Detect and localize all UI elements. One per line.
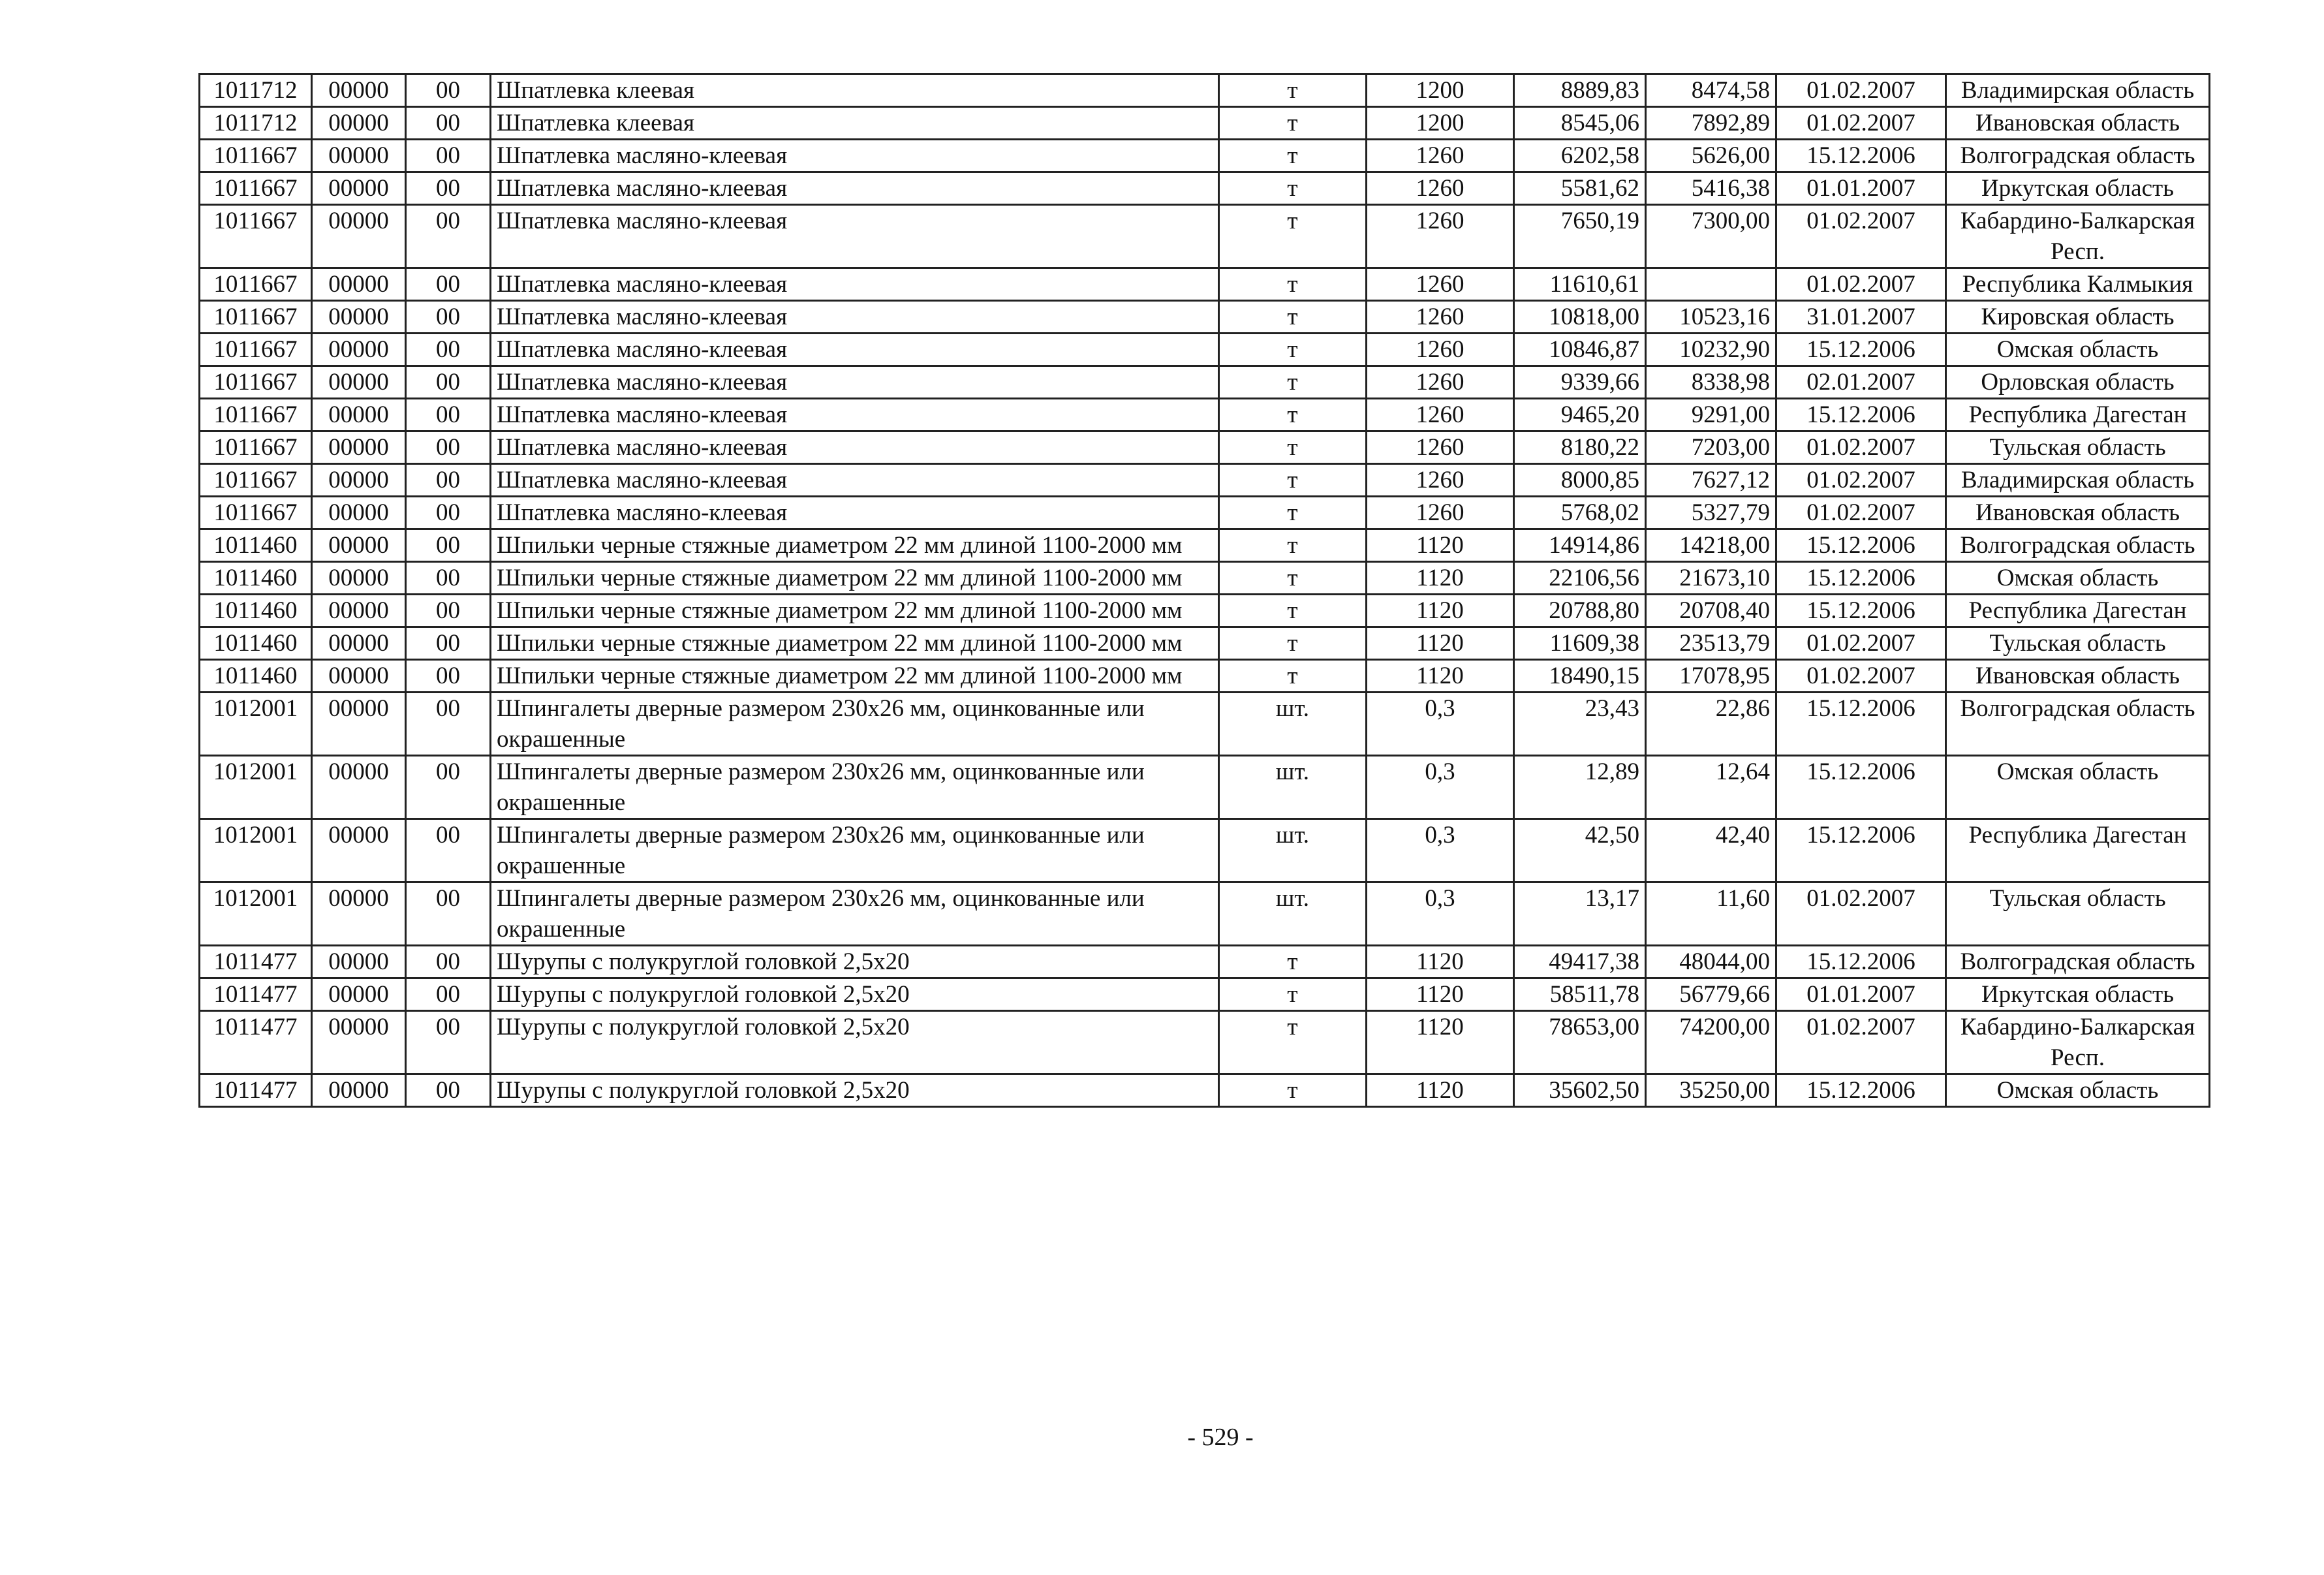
cell-subcode: 00000	[312, 1074, 406, 1107]
cell-date: 01.02.2007	[1776, 74, 1946, 107]
table-row	[200, 497, 2210, 529]
cell-material-name: Шпатлевка масляно-клеевая	[491, 497, 1219, 529]
cell-material-name: Шпингалеты дверные размером 230х26 мм, оцинкованные или окрашенные	[491, 693, 1219, 756]
cell-price-1: 8000,85	[1514, 464, 1646, 497]
cell-unit: т	[1219, 946, 1367, 978]
cell-material-name: Шурупы с полукруглой головкой 2,5х20	[491, 946, 1219, 978]
cell-date: 15.12.2006	[1776, 946, 1946, 978]
cell-subcode: 00000	[312, 334, 406, 366]
cell-date: 01.02.2007	[1776, 660, 1946, 693]
cell-subcode: 00000	[312, 660, 406, 693]
cell-norm: 1260	[1367, 497, 1514, 529]
cell-price-1: 13,17	[1514, 882, 1646, 946]
cell-subcode: 00000	[312, 301, 406, 334]
cell-norm: 1260	[1367, 431, 1514, 464]
cell-code: 1011460	[200, 529, 312, 562]
cell-region: Ивановская область	[1946, 660, 2210, 693]
cell-norm: 1120	[1367, 529, 1514, 562]
cell-price-2: 8338,98	[1646, 366, 1776, 399]
cell-price-1: 20788,80	[1514, 595, 1646, 627]
cell-price-1: 10846,87	[1514, 334, 1646, 366]
cell-price-1: 6202,58	[1514, 140, 1646, 172]
cell-group: 00	[406, 334, 491, 366]
table-row	[200, 1011, 2210, 1074]
table-row	[200, 1074, 2210, 1107]
cell-region: Омская область	[1946, 562, 2210, 595]
cell-price-2: 56779,66	[1646, 978, 1776, 1011]
cell-unit: т	[1219, 497, 1367, 529]
cell-code: 1011667	[200, 140, 312, 172]
cell-price-2: 17078,95	[1646, 660, 1776, 693]
cell-material-name: Шпатлевка масляно-клеевая	[491, 172, 1219, 205]
cell-price-2: 8474,58	[1646, 74, 1776, 107]
cell-code: 1012001	[200, 693, 312, 756]
cell-code: 1011667	[200, 301, 312, 334]
cell-date: 15.12.2006	[1776, 1074, 1946, 1107]
cell-group: 00	[406, 756, 491, 819]
cell-unit: т	[1219, 140, 1367, 172]
cell-price-2: 14218,00	[1646, 529, 1776, 562]
cell-group: 00	[406, 107, 491, 140]
cell-code: 1011667	[200, 268, 312, 301]
cell-material-name: Шпатлевка масляно-клеевая	[491, 140, 1219, 172]
cell-price-1: 42,50	[1514, 819, 1646, 882]
cell-group: 00	[406, 1074, 491, 1107]
cell-region: Кировская область	[1946, 301, 2210, 334]
cell-date: 15.12.2006	[1776, 693, 1946, 756]
cell-region: Волгоградская область	[1946, 140, 2210, 172]
cell-price-2: 11,60	[1646, 882, 1776, 946]
cell-code: 1012001	[200, 819, 312, 882]
cell-material-name: Шпингалеты дверные размером 230х26 мм, оцинкованные или окрашенные	[491, 882, 1219, 946]
cell-material-name: Шпатлевка масляно-клеевая	[491, 464, 1219, 497]
cell-subcode: 00000	[312, 882, 406, 946]
cell-price-1: 10818,00	[1514, 301, 1646, 334]
table-row	[200, 140, 2210, 172]
cell-unit: т	[1219, 978, 1367, 1011]
cell-date: 01.02.2007	[1776, 107, 1946, 140]
cell-subcode: 00000	[312, 946, 406, 978]
cell-price-2	[1646, 268, 1776, 301]
cell-unit: т	[1219, 595, 1367, 627]
table-row	[200, 946, 2210, 978]
cell-unit: шт.	[1219, 819, 1367, 882]
cell-subcode: 00000	[312, 1011, 406, 1074]
cell-norm: 1260	[1367, 140, 1514, 172]
cell-code: 1011477	[200, 1011, 312, 1074]
cell-subcode: 00000	[312, 172, 406, 205]
table-row	[200, 529, 2210, 562]
cell-price-2: 7627,12	[1646, 464, 1776, 497]
cell-region: Республика Дагестан	[1946, 399, 2210, 431]
cell-unit: т	[1219, 366, 1367, 399]
cell-unit: т	[1219, 660, 1367, 693]
cell-price-1: 9339,66	[1514, 366, 1646, 399]
cell-date: 01.01.2007	[1776, 978, 1946, 1011]
cell-subcode: 00000	[312, 366, 406, 399]
cell-group: 00	[406, 497, 491, 529]
cell-region: Орловская область	[1946, 366, 2210, 399]
table-row	[200, 107, 2210, 140]
cell-material-name: Шпатлевка масляно-клеевая	[491, 334, 1219, 366]
cell-norm: 1200	[1367, 74, 1514, 107]
cell-norm: 0,3	[1367, 756, 1514, 819]
cell-group: 00	[406, 660, 491, 693]
cell-code: 1011712	[200, 74, 312, 107]
cell-unit: т	[1219, 301, 1367, 334]
cell-group: 00	[406, 693, 491, 756]
cell-group: 00	[406, 205, 491, 268]
cell-price-1: 18490,15	[1514, 660, 1646, 693]
cell-price-2: 20708,40	[1646, 595, 1776, 627]
cell-code: 1011667	[200, 172, 312, 205]
cell-date: 31.01.2007	[1776, 301, 1946, 334]
cell-code: 1012001	[200, 882, 312, 946]
cell-group: 00	[406, 140, 491, 172]
cell-date: 15.12.2006	[1776, 140, 1946, 172]
table-row	[200, 334, 2210, 366]
table-row	[200, 978, 2210, 1011]
table-row	[200, 366, 2210, 399]
cell-norm: 1120	[1367, 660, 1514, 693]
cell-material-name: Шпатлевка масляно-клеевая	[491, 399, 1219, 431]
cell-region: Тульская область	[1946, 882, 2210, 946]
price-table	[198, 73, 2210, 1108]
cell-subcode: 00000	[312, 627, 406, 660]
cell-unit: т	[1219, 399, 1367, 431]
cell-region: Волгоградская область	[1946, 946, 2210, 978]
cell-norm: 1120	[1367, 1011, 1514, 1074]
cell-material-name: Шпильки черные стяжные диаметром 22 мм длиной 1100-2000 мм	[491, 595, 1219, 627]
cell-price-1: 8180,22	[1514, 431, 1646, 464]
cell-price-2: 21673,10	[1646, 562, 1776, 595]
table-row	[200, 819, 2210, 882]
cell-subcode: 00000	[312, 819, 406, 882]
cell-material-name: Шпингалеты дверные размером 230х26 мм, оцинкованные или окрашенные	[491, 756, 1219, 819]
cell-subcode: 00000	[312, 497, 406, 529]
cell-region: Иркутская область	[1946, 978, 2210, 1011]
cell-subcode: 00000	[312, 756, 406, 819]
cell-price-2: 5626,00	[1646, 140, 1776, 172]
cell-unit: т	[1219, 334, 1367, 366]
cell-subcode: 00000	[312, 693, 406, 756]
cell-region: Ивановская область	[1946, 107, 2210, 140]
cell-date: 01.02.2007	[1776, 464, 1946, 497]
cell-group: 00	[406, 946, 491, 978]
table-row	[200, 172, 2210, 205]
cell-price-2: 9291,00	[1646, 399, 1776, 431]
cell-price-2: 74200,00	[1646, 1011, 1776, 1074]
cell-price-2: 10523,16	[1646, 301, 1776, 334]
cell-subcode: 00000	[312, 595, 406, 627]
cell-unit: т	[1219, 431, 1367, 464]
cell-price-2: 5327,79	[1646, 497, 1776, 529]
cell-date: 15.12.2006	[1776, 819, 1946, 882]
cell-material-name: Шпатлевка масляно-клеевая	[491, 268, 1219, 301]
cell-price-2: 12,64	[1646, 756, 1776, 819]
cell-code: 1011712	[200, 107, 312, 140]
cell-subcode: 00000	[312, 205, 406, 268]
cell-subcode: 00000	[312, 978, 406, 1011]
table-row	[200, 268, 2210, 301]
cell-norm: 1260	[1367, 366, 1514, 399]
cell-norm: 1200	[1367, 107, 1514, 140]
cell-subcode: 00000	[312, 464, 406, 497]
cell-material-name: Шурупы с полукруглой головкой 2,5х20	[491, 1074, 1219, 1107]
cell-price-1: 11610,61	[1514, 268, 1646, 301]
cell-group: 00	[406, 366, 491, 399]
cell-norm: 1260	[1367, 268, 1514, 301]
cell-material-name: Шпильки черные стяжные диаметром 22 мм длиной 1100-2000 мм	[491, 660, 1219, 693]
cell-norm: 1260	[1367, 172, 1514, 205]
cell-norm: 1260	[1367, 399, 1514, 431]
table-row	[200, 399, 2210, 431]
cell-date: 01.02.2007	[1776, 882, 1946, 946]
cell-date: 01.02.2007	[1776, 431, 1946, 464]
cell-region: Владимирская область	[1946, 74, 2210, 107]
cell-material-name: Шурупы с полукруглой головкой 2,5х20	[491, 1011, 1219, 1074]
cell-price-1: 12,89	[1514, 756, 1646, 819]
cell-price-1: 49417,38	[1514, 946, 1646, 978]
cell-unit: шт.	[1219, 882, 1367, 946]
cell-unit: шт.	[1219, 693, 1367, 756]
cell-unit: т	[1219, 205, 1367, 268]
cell-unit: т	[1219, 172, 1367, 205]
cell-price-1: 35602,50	[1514, 1074, 1646, 1107]
cell-norm: 0,3	[1367, 819, 1514, 882]
cell-material-name: Шпингалеты дверные размером 230х26 мм, оцинкованные или окрашенные	[491, 819, 1219, 882]
cell-subcode: 00000	[312, 529, 406, 562]
cell-date: 01.02.2007	[1776, 627, 1946, 660]
cell-price-1: 78653,00	[1514, 1011, 1646, 1074]
cell-code: 1011477	[200, 1074, 312, 1107]
cell-date: 01.02.2007	[1776, 268, 1946, 301]
cell-code: 1011477	[200, 978, 312, 1011]
cell-group: 00	[406, 268, 491, 301]
cell-subcode: 00000	[312, 431, 406, 464]
cell-price-1: 14914,86	[1514, 529, 1646, 562]
table-row	[200, 74, 2210, 107]
cell-unit: т	[1219, 107, 1367, 140]
cell-region: Волгоградская область	[1946, 693, 2210, 756]
cell-group: 00	[406, 627, 491, 660]
cell-unit: т	[1219, 627, 1367, 660]
cell-unit: т	[1219, 464, 1367, 497]
cell-norm: 1260	[1367, 301, 1514, 334]
cell-subcode: 00000	[312, 107, 406, 140]
cell-price-1: 5768,02	[1514, 497, 1646, 529]
cell-norm: 1260	[1367, 334, 1514, 366]
cell-region: Омская область	[1946, 1074, 2210, 1107]
cell-unit: шт.	[1219, 756, 1367, 819]
table-row	[200, 595, 2210, 627]
cell-price-2: 35250,00	[1646, 1074, 1776, 1107]
cell-material-name: Шпатлевка масляно-клеевая	[491, 301, 1219, 334]
cell-price-2: 48044,00	[1646, 946, 1776, 978]
cell-price-1: 8545,06	[1514, 107, 1646, 140]
cell-unit: т	[1219, 268, 1367, 301]
table-row	[200, 627, 2210, 660]
cell-norm: 0,3	[1367, 693, 1514, 756]
cell-code: 1011667	[200, 399, 312, 431]
cell-date: 01.02.2007	[1776, 205, 1946, 268]
cell-norm: 1260	[1367, 464, 1514, 497]
cell-group: 00	[406, 172, 491, 205]
cell-code: 1011667	[200, 205, 312, 268]
table-body	[200, 74, 2210, 1107]
cell-price-2: 42,40	[1646, 819, 1776, 882]
cell-material-name: Шпильки черные стяжные диаметром 22 мм длиной 1100-2000 мм	[491, 562, 1219, 595]
cell-date: 01.01.2007	[1776, 172, 1946, 205]
cell-region: Кабардино-Балкарская Респ.	[1946, 205, 2210, 268]
cell-price-2: 7892,89	[1646, 107, 1776, 140]
cell-norm: 1120	[1367, 978, 1514, 1011]
cell-price-1: 5581,62	[1514, 172, 1646, 205]
cell-region: Волгоградская область	[1946, 529, 2210, 562]
cell-region: Республика Дагестан	[1946, 595, 2210, 627]
page-number: - 529 -	[1187, 1424, 1254, 1451]
cell-code: 1011477	[200, 946, 312, 978]
cell-price-1: 8889,83	[1514, 74, 1646, 107]
table-row	[200, 431, 2210, 464]
cell-group: 00	[406, 1011, 491, 1074]
cell-material-name: Шпатлевка клеевая	[491, 74, 1219, 107]
cell-material-name: Шпатлевка клеевая	[491, 107, 1219, 140]
cell-group: 00	[406, 819, 491, 882]
cell-code: 1011460	[200, 627, 312, 660]
cell-group: 00	[406, 882, 491, 946]
cell-material-name: Шпильки черные стяжные диаметром 22 мм длиной 1100-2000 мм	[491, 529, 1219, 562]
cell-norm: 1120	[1367, 946, 1514, 978]
cell-date: 15.12.2006	[1776, 399, 1946, 431]
cell-subcode: 00000	[312, 74, 406, 107]
table-row	[200, 756, 2210, 819]
cell-unit: т	[1219, 1011, 1367, 1074]
cell-unit: т	[1219, 562, 1367, 595]
cell-unit: т	[1219, 1074, 1367, 1107]
cell-price-2: 23513,79	[1646, 627, 1776, 660]
cell-subcode: 00000	[312, 562, 406, 595]
cell-group: 00	[406, 595, 491, 627]
table-row	[200, 693, 2210, 756]
cell-material-name: Шурупы с полукруглой головкой 2,5х20	[491, 978, 1219, 1011]
cell-code: 1012001	[200, 756, 312, 819]
cell-price-2: 22,86	[1646, 693, 1776, 756]
cell-price-2: 5416,38	[1646, 172, 1776, 205]
cell-norm: 0,3	[1367, 882, 1514, 946]
cell-date: 15.12.2006	[1776, 529, 1946, 562]
table-row	[200, 562, 2210, 595]
cell-region: Владимирская область	[1946, 464, 2210, 497]
cell-unit: т	[1219, 529, 1367, 562]
cell-date: 15.12.2006	[1776, 756, 1946, 819]
cell-subcode: 00000	[312, 268, 406, 301]
cell-date: 15.12.2006	[1776, 334, 1946, 366]
cell-norm: 1120	[1367, 595, 1514, 627]
cell-group: 00	[406, 431, 491, 464]
cell-region: Республика Дагестан	[1946, 819, 2210, 882]
cell-price-1: 23,43	[1514, 693, 1646, 756]
table-row	[200, 882, 2210, 946]
cell-region: Республика Калмыкия	[1946, 268, 2210, 301]
cell-group: 00	[406, 399, 491, 431]
cell-price-1: 22106,56	[1514, 562, 1646, 595]
cell-material-name: Шпатлевка масляно-клеевая	[491, 205, 1219, 268]
cell-region: Тульская область	[1946, 431, 2210, 464]
table-row	[200, 205, 2210, 268]
cell-region: Тульская область	[1946, 627, 2210, 660]
cell-material-name: Шпатлевка масляно-клеевая	[491, 431, 1219, 464]
cell-unit: т	[1219, 74, 1367, 107]
cell-norm: 1120	[1367, 1074, 1514, 1107]
cell-code: 1011667	[200, 497, 312, 529]
cell-price-1: 9465,20	[1514, 399, 1646, 431]
cell-group: 00	[406, 464, 491, 497]
cell-date: 15.12.2006	[1776, 562, 1946, 595]
cell-price-1: 7650,19	[1514, 205, 1646, 268]
cell-code: 1011460	[200, 595, 312, 627]
cell-price-2: 10232,90	[1646, 334, 1776, 366]
cell-norm: 1120	[1367, 627, 1514, 660]
cell-price-1: 11609,38	[1514, 627, 1646, 660]
cell-code: 1011667	[200, 366, 312, 399]
cell-group: 00	[406, 301, 491, 334]
cell-price-1: 58511,78	[1514, 978, 1646, 1011]
cell-price-2: 7203,00	[1646, 431, 1776, 464]
cell-norm: 1260	[1367, 205, 1514, 268]
cell-date: 01.02.2007	[1776, 1011, 1946, 1074]
cell-material-name: Шпильки черные стяжные диаметром 22 мм длиной 1100-2000 мм	[491, 627, 1219, 660]
cell-subcode: 00000	[312, 399, 406, 431]
cell-code: 1011667	[200, 334, 312, 366]
cell-group: 00	[406, 529, 491, 562]
cell-date: 15.12.2006	[1776, 595, 1946, 627]
cell-code: 1011460	[200, 660, 312, 693]
cell-region: Омская область	[1946, 334, 2210, 366]
cell-region: Ивановская область	[1946, 497, 2210, 529]
cell-subcode: 00000	[312, 140, 406, 172]
cell-price-2: 7300,00	[1646, 205, 1776, 268]
cell-code: 1011667	[200, 464, 312, 497]
cell-region: Омская область	[1946, 756, 2210, 819]
cell-group: 00	[406, 978, 491, 1011]
cell-date: 02.01.2007	[1776, 366, 1946, 399]
cell-material-name: Шпатлевка масляно-клеевая	[491, 366, 1219, 399]
table-row	[200, 301, 2210, 334]
cell-code: 1011667	[200, 431, 312, 464]
table-row	[200, 660, 2210, 693]
cell-norm: 1120	[1367, 562, 1514, 595]
cell-group: 00	[406, 562, 491, 595]
table-row	[200, 464, 2210, 497]
cell-date: 01.02.2007	[1776, 497, 1946, 529]
cell-code: 1011460	[200, 562, 312, 595]
cell-group: 00	[406, 74, 491, 107]
cell-region: Иркутская область	[1946, 172, 2210, 205]
cell-region: Кабардино-Балкарская Респ.	[1946, 1011, 2210, 1074]
